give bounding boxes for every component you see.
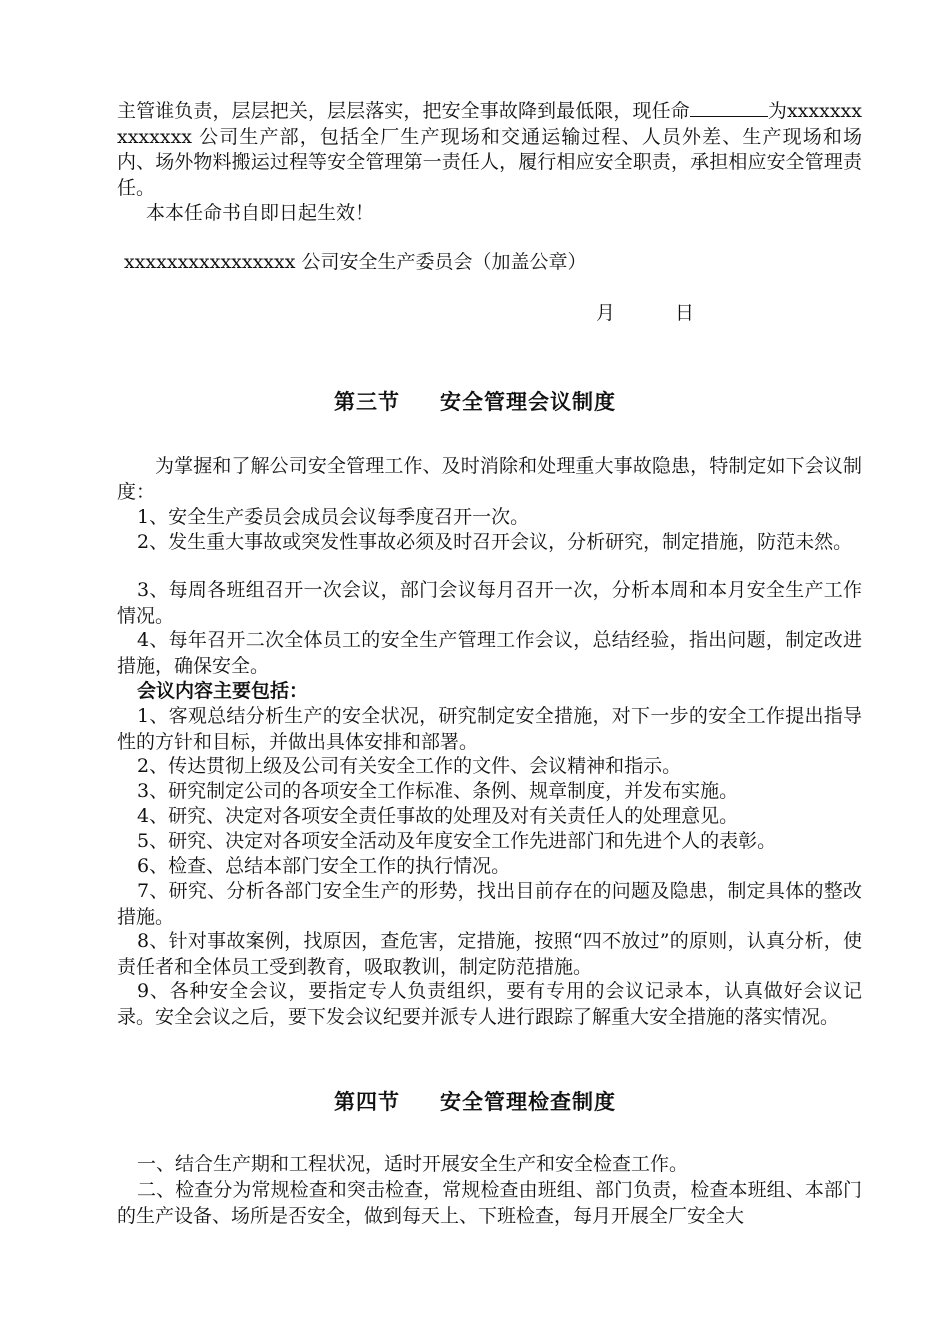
section4-item-2: 二、检查分为常规检查和突击检查，常规检查由班组、部门负责，检查本班组、本部门的生产设备、场所是否安全，做到每天上、下班检查，每月开展全厂安全大 <box>117 1179 862 1227</box>
meeting-content-1: 1、客观总结分析生产的安全状况，研究制定安全措施，对下一步的安全工作提出指导性的方针和目标，并做出具体安排和部署。 <box>117 705 862 753</box>
appointment-body: xxxxxxxxxxxxxx 公司生产部，包括全厂生产现场和交通运输过程、人员外差、生产现场和场内、场外物料搬运过程等安全管理第一责任人，履行相应安全职责，承担相应安全管理责任。 <box>117 100 862 199</box>
section3-item-2: 2、发生重大事故或突发性事故必须及时召开会议，分析研究，制定措施，防范未然。 <box>137 531 853 553</box>
date-month: 月 <box>596 302 616 324</box>
section4-item-1: 一、结合生产期和工程状况，适时开展安全生产和安全检查工作。 <box>137 1153 689 1175</box>
meeting-content-3: 3、研究制定公司的各项安全工作标准、条例、规章制度，并发布实施。 <box>137 780 739 802</box>
meeting-content-heading: 会议内容主要包括： <box>137 680 309 702</box>
meeting-content-9: 9、各种安全会议，要指定专人负责组织，要有专用的会议记录本，认真做好会议记录。安全会议之后，要下发会议纪要并派专人进行跟踪了解重大安全措施的落实情况。 <box>117 980 862 1028</box>
date-day: 日 <box>675 302 695 324</box>
signer-line: xxxxxxxxxxxxxxxx 公司安全生产委员会（加盖公章） <box>124 251 587 273</box>
section3-title: 安全管理会议制度 <box>440 390 616 414</box>
meeting-content-6: 6、检查、总结本部门安全工作的执行情况。 <box>137 855 511 877</box>
effective-statement: 本本任命书自即日起生效！ <box>146 202 375 224</box>
appointment-line1-after: 为 <box>767 100 787 122</box>
meeting-content-2: 2、传达贯彻上级及公司有关安全工作的文件、会议精神和指示。 <box>137 755 682 777</box>
meeting-content-7: 7、研究、分析各部门安全生产的形势，找出目前存在的问题及隐患，制定具体的整改措施。 <box>117 880 862 928</box>
section4-title: 安全管理检查制度 <box>440 1090 616 1114</box>
section4-number: 第四节 <box>334 1090 400 1114</box>
section3-number: 第三节 <box>334 390 400 414</box>
meeting-content-4: 4、研究、决定对各项安全责任事故的处理及对有关责任人的处理意见。 <box>137 805 739 827</box>
appointment-paragraph <box>117 99 862 201</box>
section3-item-4: 4、每年召开二次全体员工的安全生产管理工作会议，总结经验，指出问题，制定改进措施，确保安全。 <box>117 629 862 677</box>
section4-heading <box>0 1087 950 1117</box>
meeting-content-5: 5、研究、决定对各项安全活动及年度安全工作先进部门和先进个人的表彰。 <box>137 830 777 852</box>
section3-intro: 为掌握和了解公司安全管理工作、及时消除和处理重大事故隐患，特制定如下会议制度： <box>117 455 862 503</box>
section3-item-1: 1、安全生产委员会成员会议每季度召开一次。 <box>137 506 530 528</box>
meeting-content-8: 8、针对事故案例，找原因，查危害，定措施，按照“四不放过”的原则，认真分析，使责任者和全体员工受到教育，吸取教训，制定防范措施。 <box>117 930 862 978</box>
appointee-blank <box>690 99 768 117</box>
appointment-line1-before: 主管谁负责，层层把关，层层落实，把安全事故降到最低限，现任命 <box>117 100 690 122</box>
section3-heading <box>0 387 950 417</box>
section3-item-3: 3、每周各班组召开一次会议，部门会议每月召开一次，分析本周和本月安全生产工作情况。 <box>117 579 862 627</box>
